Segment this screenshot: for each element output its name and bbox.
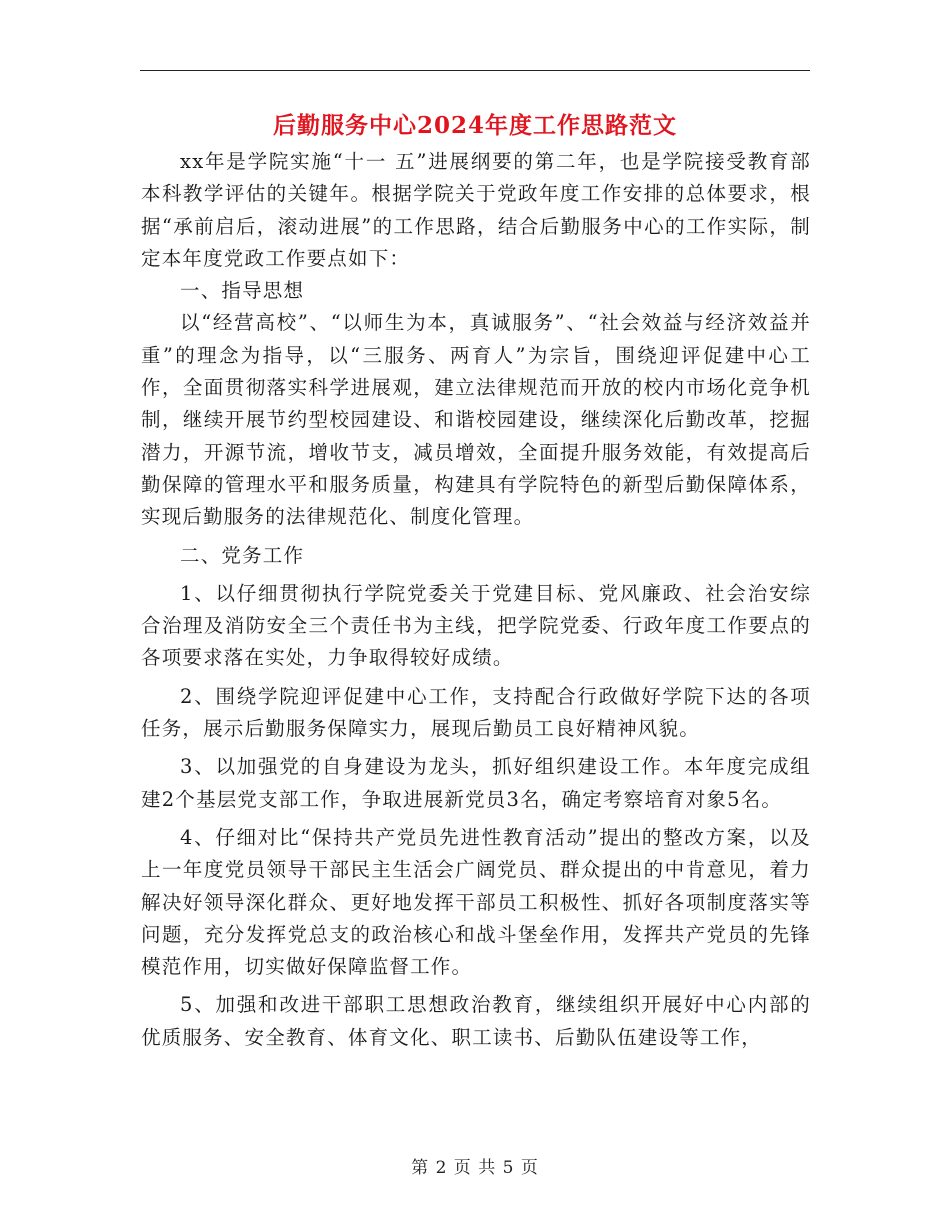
- document-title: 后勤服务中心2024年度工作思路范文: [272, 112, 677, 139]
- party-affairs-item-5: 5、加强和改进干部职工思想政治教育，继续组织开展好中心内部的优质服务、安全教育、体育文化、职工读书、后勤队伍建设等工作，: [141, 993, 811, 1049]
- intro-paragraph: xx年是学院实施“十一 五”进展纲要的第二年，也是学院接受教育部本科教学评估的关键年。根据学院关于党政年度工作安排的总体要求，根据“承前启后，滚动进展”的工作思路，结合后勤服务中心的工作实际，制定本年度党政工作要点如下：: [141, 150, 811, 270]
- party-affairs-item-3: 3、以加强党的自身建设为龙头，抓好组织建设工作。本年度完成组建2个基层党支部工作，争取进展新党员3名，确定考察培育对象5名。: [141, 755, 811, 811]
- party-affairs-item-1: 1、以仔细贯彻执行学院党委关于党建目标、党风廉政、社会治安综合治理及消防安全三个责任书为主线，把学院党委、行政年度工作要点的各项要求落在实处，力争取得较好成绩。: [141, 581, 811, 670]
- section-heading-party-affairs: 二、党务工作: [180, 543, 305, 567]
- document-body: [141, 146, 811, 1054]
- guiding-thought-paragraph: 以“经营高校”、“以师生为本，真诚服务”、“社会效益与经济效益并重”的理念为指导，以“三服务、两育人”为宗旨，围绕迎评促建中心工作，全面贯彻落实科学进展观，建立法律规范而开放的校内市场化竞争机制，继续开展节约型校园建设、和谐校园建设，继续深化后勤改革，挖掘潜力，开源节流，增收节支，减员增效，全面提升服务效能，有效提高后勤保障的管理水平和服务质量，构建具有学院特色的新型后勤保障体系，实现后勤服务的法律规范化、制度化管理。: [141, 311, 811, 529]
- party-affairs-item-4: 4、仔细对比“保持共产党员先进性教育活动”提出的整改方案，以及上一年度党员领导干部民主生活会广阔党员、群众提出的中肯意见，着力解决好领导深化群众、更好地发挥干部员工积极性、抓好各项制度落实等问题，充分发挥党总支的政治核心和战斗堡垒作用，发挥共产党员的先锋模范作用，切实做好保障监督工作。: [141, 825, 811, 979]
- page-number-footer: 第 2 页 共 5 页: [411, 1158, 539, 1178]
- section-heading-guiding-thought: 一、指导思想: [180, 279, 305, 303]
- party-affairs-item-2: 2、围绕学院迎评促建中心工作，支持配合行政做好学院下达的各项任务，展示后勤服务保障实力，展现后勤员工良好精神风貌。: [141, 684, 811, 741]
- header-rule: [140, 70, 810, 71]
